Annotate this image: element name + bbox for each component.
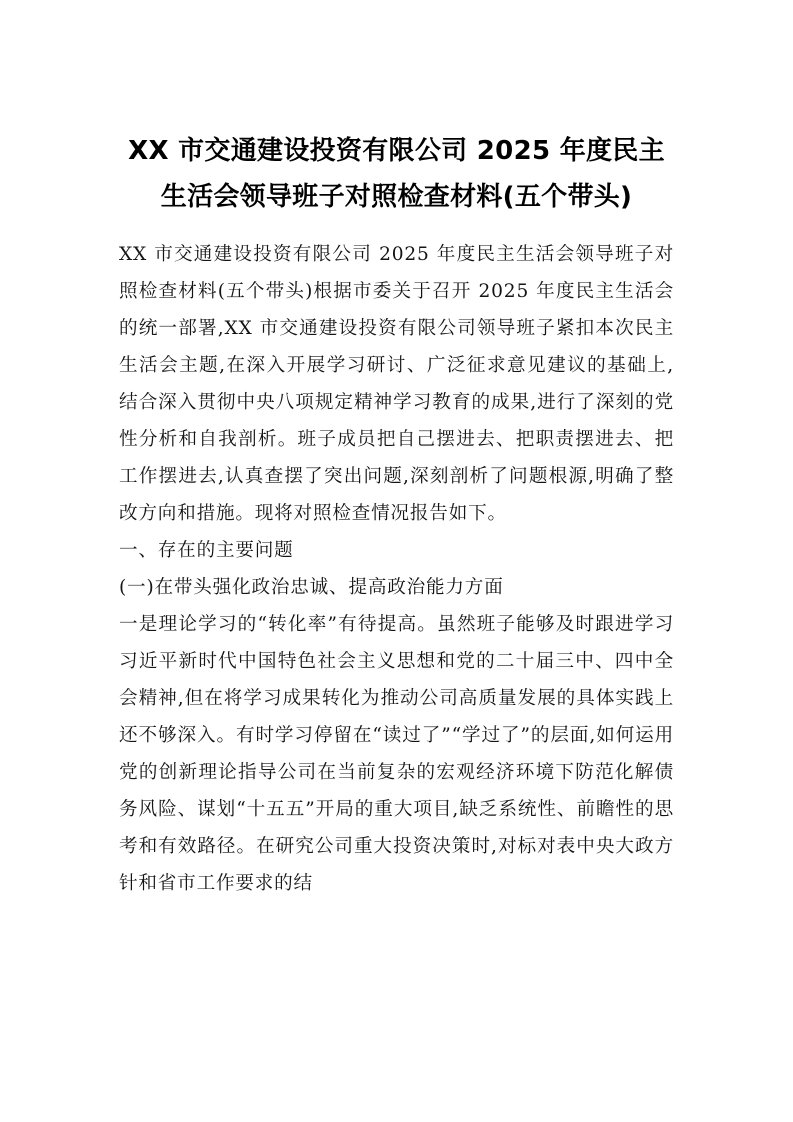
title-line-2: 生活会领导班子对照检查材料(五个带头)	[160, 182, 633, 212]
document-body	[119, 236, 674, 902]
document-title	[119, 128, 674, 220]
title-line-1: XX 市交通建设投资有限公司 2025 年度民主	[128, 136, 665, 166]
section-heading: 一、存在的主要问题	[119, 540, 294, 561]
subsection-heading: (一)在带头强化政治忠诚、提高政治能力方面	[119, 577, 504, 598]
body-paragraph: 一是理论学习的“转化率”有待提高。虽然班子能够及时跟进学习习近平新时代中国特色社会主义思想和党的二十届三中、四中全会精神,但在将学习成果转化为推动公司高质量发展的具体实践上还不够深入。有时学习停留在“读过了”“学过了”的层面,如何运用党的创新理论指导公司在当前复杂的宏观经济环境下防范化解债务风险、谋划“十五五”开局的重大项目,缺乏系统性、前瞻性的思考和有效路径。在研究公司重大投资决策时,对标对表中央大政方针和省市工作要求的结	[119, 614, 674, 894]
intro-paragraph: XX 市交通建设投资有限公司 2025 年度民主生活会领导班子对照检查材料(五个带头)根据市委关于召开 2025 年度民主生活会的统一部署,XX 市交通建设投资有限公司领导班子紧扣本次民主生活会主题,在深入开展学习研讨、广泛征求意见建议的基础上,结合深入贯彻中央八项规定精神学习教育的成果,进行了深刻的党性分析和自我剖析。班子成员把自己摆进去、把职责摆进去、把工作摆进去,认真查摆了突出问题,深刻剖析了问题根源,明确了整改方向和措施。现将对照检查情况报告如下。	[119, 244, 674, 524]
